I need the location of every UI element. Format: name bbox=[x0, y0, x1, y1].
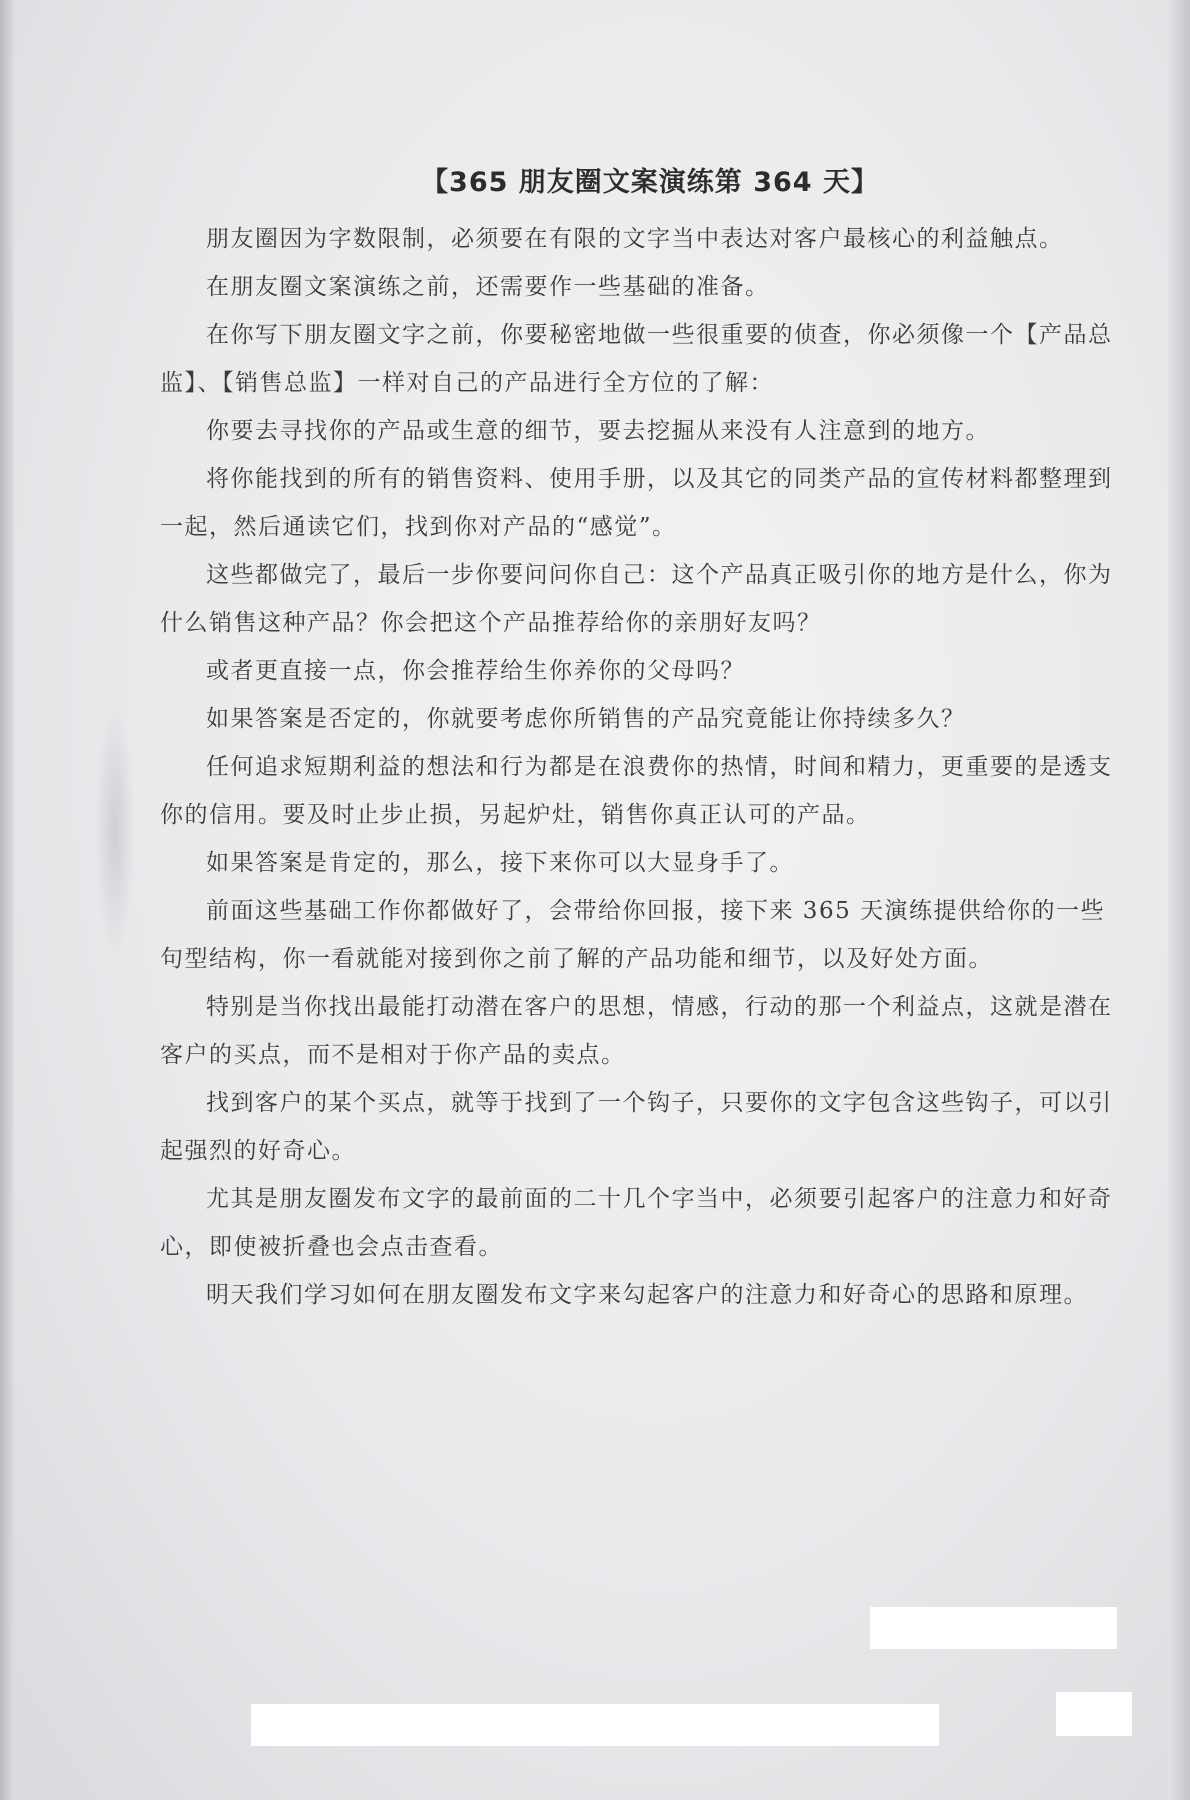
paragraph: 将你能找到的所有的销售资料、使用手册，以及其它的同类产品的宣传材料都整理到一起，然后通读它们，找到你对产品的“感觉”。 bbox=[160, 466, 1113, 540]
redaction-box bbox=[870, 1607, 1117, 1649]
paragraph: 如果答案是肯定的，那么，接下来你可以大显身手了。 bbox=[206, 850, 794, 876]
paragraph: 明天我们学习如何在朋友圈发布文字来勾起客户的注意力和好奇心的思路和原理。 bbox=[206, 1282, 1088, 1308]
paragraph: 任何追求短期利益的想法和行为都是在浪费你的热情，时间和精力，更重要的是透支你的信用。要及时止步止损，另起炉灶，销售你真正认可的产品。 bbox=[160, 754, 1113, 828]
paragraph: 特别是当你找出最能打动潜在客户的思想，情感，行动的那一个利益点，这就是潜在客户的买点，而不是相对于你产品的卖点。 bbox=[160, 994, 1113, 1068]
paragraph: 或者更直接一点，你会推荐给生你养你的父母吗？ bbox=[206, 658, 745, 684]
paragraph: 朋友圈因为字数限制，必须要在有限的文字当中表达对客户最核心的利益触点。 bbox=[206, 226, 1064, 252]
page-shadow bbox=[95, 700, 135, 960]
paragraph: 这些都做完了，最后一步你要问问你自己：这个产品真正吸引你的地方是什么，你为什么销售这种产品？你会把这个产品推荐给你的亲朋好友吗？ bbox=[160, 562, 1113, 636]
paragraph: 如果答案是否定的，你就要考虑你所销售的产品究竟能让你持续多久？ bbox=[206, 706, 966, 732]
paragraph: 前面这些基础工作你都做好了，会带给你回报，接下来 365 天演练提供给你的一些句型结构，你一看就能对接到你之前了解的产品功能和细节，以及好处方面。 bbox=[160, 898, 1106, 972]
redaction-box bbox=[1056, 1692, 1132, 1736]
paragraph: 找到客户的某个买点，就等于找到了一个钩子，只要你的文字包含这些钩子，可以引起强烈的好奇心。 bbox=[160, 1090, 1113, 1164]
page-edge-left bbox=[0, 0, 14, 1800]
document-body bbox=[160, 215, 1120, 1319]
paragraph: 你要去寻找你的产品或生意的细节，要去挖掘从来没有人注意到的地方。 bbox=[206, 418, 990, 444]
paragraph: 在你写下朋友圈文字之前，你要秘密地做一些很重要的侦查，你必须像一个【产品总监】、【销售总监】一样对自己的产品进行全方位的了解： bbox=[160, 322, 1113, 396]
paragraph: 在朋友圈文案演练之前，还需要作一些基础的准备。 bbox=[206, 274, 770, 300]
page-title: 【365 朋友圈文案演练第 364 天】 bbox=[421, 167, 879, 198]
redaction-box bbox=[251, 1704, 939, 1746]
paragraph: 尤其是朋友圈发布文字的最前面的二十几个字当中，必须要引起客户的注意力和好奇心，即使被折叠也会点击查看。 bbox=[160, 1186, 1113, 1260]
page-edge-right bbox=[1168, 0, 1190, 1800]
